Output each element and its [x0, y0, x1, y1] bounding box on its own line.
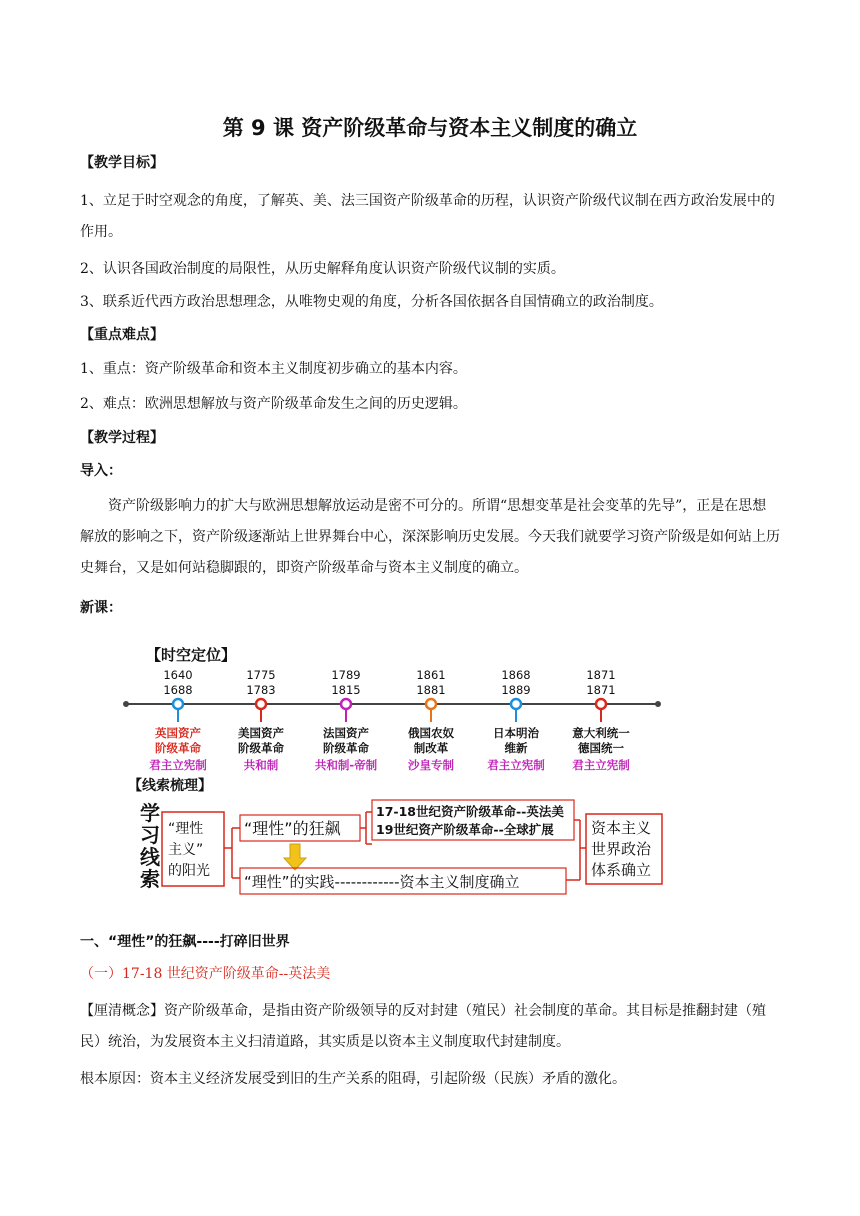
subsection-1-heading: （一）17-18 世纪资产阶级革命--英法美	[80, 966, 331, 982]
key-point-1: 1、重点：资产阶级革命和资本主义制度初步确立的基本内容。	[80, 361, 467, 377]
event-end-year: 1881	[416, 683, 446, 697]
event-name-line-2: 阶级革命	[238, 741, 284, 755]
side-title-char-3: 线	[140, 845, 160, 869]
event-dot	[341, 699, 351, 709]
right-box-line-2: 世界政治	[591, 840, 652, 858]
event-dot	[173, 699, 183, 709]
key-point-2: 2、难点：欧洲思想解放与资产阶级革命发生之间的历史逻辑。	[80, 396, 467, 412]
side-title-char-4: 索	[140, 867, 160, 891]
left-box-line-3: 的阳光	[168, 863, 210, 879]
intro-label: 导入：	[80, 463, 122, 479]
event-name-line-2: 阶级革命	[323, 741, 369, 755]
timeline-diagram-svg	[118, 630, 678, 912]
goal-1: 1、立足于时空观念的角度，了解英、美、法三国资产阶级革命的历程，认识资产阶级代议制在西方政治发展中的作用。	[80, 193, 775, 240]
timeline-end-dot	[655, 701, 661, 707]
event-system: 共和制-帝制	[314, 758, 378, 772]
left-box-line-2: 主义”	[168, 842, 204, 858]
event-name-line-1: 意大利统一	[572, 726, 630, 740]
key-heading: 【重点难点】	[80, 327, 164, 343]
event-end-year: 1688	[163, 683, 193, 697]
event-end-year: 1889	[501, 683, 531, 697]
event-system: 沙皇专制	[408, 758, 454, 772]
mid-top-text: “理性”的狂飙	[244, 819, 341, 838]
event-name-line-1: 法国资产	[323, 726, 369, 740]
timeline-start-dot	[123, 701, 129, 707]
timeline-diagram	[118, 630, 678, 912]
new-lesson-label: 新课：	[80, 600, 122, 616]
side-title-char-1: 学	[140, 801, 160, 825]
right-box-line-3: 体系确立	[591, 861, 652, 879]
event-system: 共和制	[243, 758, 279, 772]
event-name-line-2: 阶级革命	[155, 741, 201, 755]
concept-paragraph: 【厘清概念】资产阶级革命，是指由资产阶级领导的反对封建（殖民）社会制度的革命。其目标是推翻封建（殖民）统治，为发展资本主义扫清道路，其实质是以资本主义制度取代封建制度。	[80, 1003, 766, 1050]
event-end-year: 1871	[586, 683, 616, 697]
event-dot	[596, 699, 606, 709]
event-start-year: 1640	[163, 668, 193, 682]
goal-2: 2、认识各国政治制度的局限性，从历史解释角度认识资产阶级代议制的实质。	[80, 261, 565, 277]
branch-2-text: 19世纪资产阶级革命--全球扩展	[376, 822, 554, 837]
left-box-line-1: “理性	[168, 821, 204, 837]
event-dot	[256, 699, 266, 709]
event-system: 君主立宪制	[149, 758, 207, 772]
event-start-year: 1871	[586, 668, 616, 682]
mid-bottom-text: “理性”的实践------------资本主义制度确立	[244, 873, 520, 891]
clue-label: 【线索梳理】	[128, 778, 212, 794]
event-start-year: 1861	[416, 668, 446, 682]
event-name-line-1: 俄国农奴	[408, 726, 454, 740]
event-name-line-1: 日本明治	[493, 726, 539, 740]
event-start-year: 1789	[331, 668, 361, 682]
event-start-year: 1868	[501, 668, 531, 682]
event-name-line-1: 美国资产	[238, 726, 284, 740]
goals-heading: 【教学目标】	[80, 155, 164, 171]
event-system: 君主立宪制	[572, 758, 630, 772]
lesson-title: 第 9 课 资产阶级革命与资本主义制度的确立	[222, 116, 638, 140]
event-system: 君主立宪制	[487, 758, 545, 772]
event-name-line-2: 德国统一	[578, 741, 624, 755]
part-1-heading: 一、“理性”的狂飙----打碎旧世界	[80, 934, 290, 950]
event-end-year: 1815	[331, 683, 361, 697]
intro-paragraph: 资产阶级影响力的扩大与欧洲思想解放运动是密不可分的。所谓“思想变革是社会变革的先导”，正是在思想解放的影响之下，资产阶级逐渐站上世界舞台中心，深深影响历史发展。今天我们就要学习资产阶级是如何站上历史舞台，又是如何站稳脚跟的，即资产阶级革命与资本主义制度的确立。	[80, 498, 780, 576]
goal-3: 3、联系近代西方政治思想理念，从唯物史观的角度，分析各国依据各自国情确立的政治制度。	[80, 294, 663, 310]
branch-1-text: 17-18世纪资产阶级革命--英法美	[376, 804, 564, 819]
event-name-line-2: 制改革	[413, 741, 449, 755]
event-name-line-2: 维新	[504, 741, 528, 755]
timeline-label: 【时空定位】	[146, 646, 237, 664]
event-dot	[426, 699, 436, 709]
side-title-char-2: 习	[140, 823, 160, 847]
right-box-line-1: 资本主义	[591, 819, 652, 837]
root-cause-text: 根本原因：资本主义经济发展受到旧的生产关系的阻碍，引起阶级（民族）矛盾的激化。	[80, 1071, 626, 1087]
event-name-line-1: 英国资产	[155, 726, 201, 740]
event-start-year: 1775	[246, 668, 276, 682]
process-heading: 【教学过程】	[80, 430, 164, 446]
event-dot	[511, 699, 521, 709]
event-end-year: 1783	[246, 683, 276, 697]
